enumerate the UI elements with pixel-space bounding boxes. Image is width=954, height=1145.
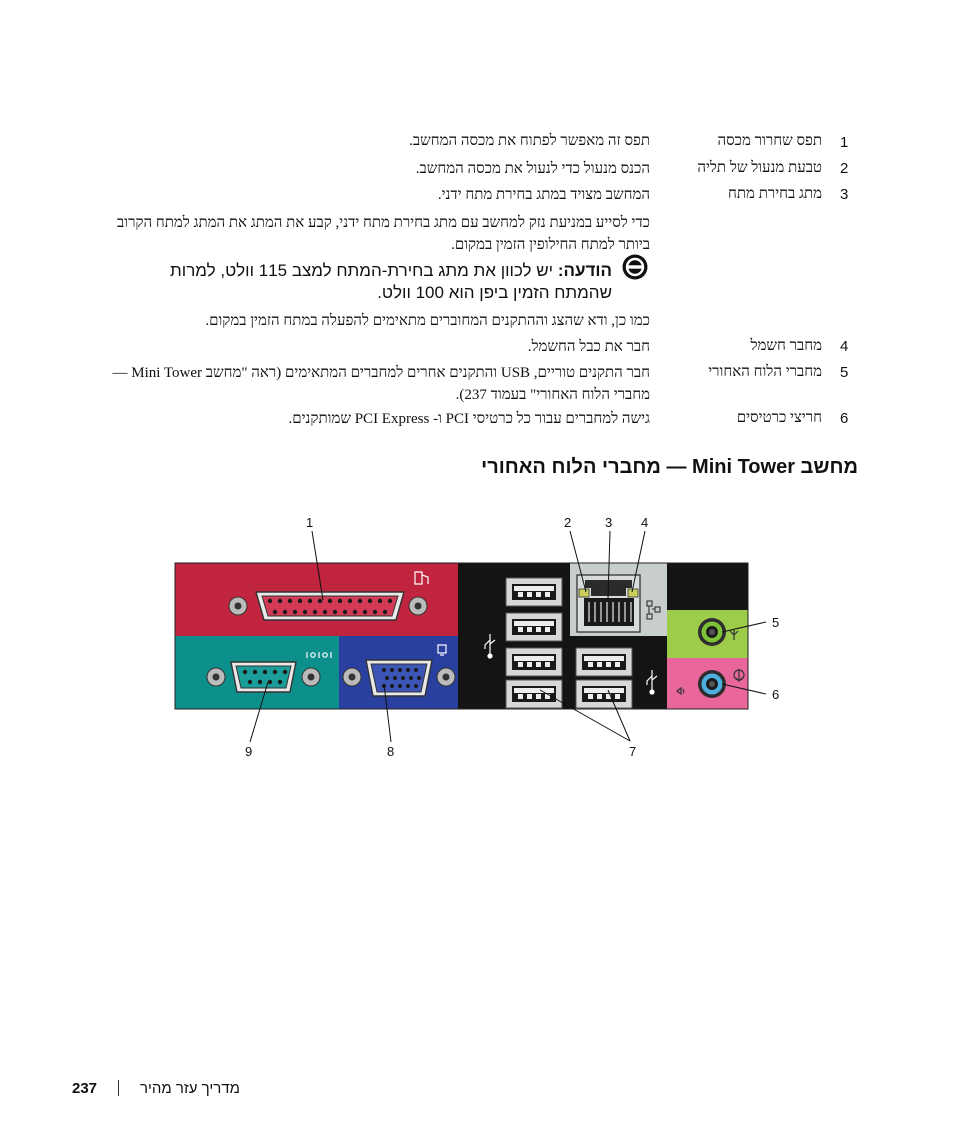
callout-7: 7 [629, 744, 637, 759]
footer-separator [118, 1080, 119, 1096]
row-label: תפס שחרור מכסה [717, 133, 822, 149]
voltage-paragraph-2: כמו כן, ודא שהצג וההתקנים המחוברים מתאימים להפעלה במתח הזמין במקום. [205, 313, 650, 329]
row-label: חריצי כרטיסים [736, 410, 822, 426]
callout-2: 2 [564, 515, 572, 530]
row-label: מחברי הלוח האחורי [708, 364, 822, 380]
notice-block [112, 260, 612, 304]
line-in-jack [698, 670, 726, 698]
voltage-paragraph: כדי לסייע במניעת נזק למחשב עם מתג בחירת מתח ידני, קבע את המתג את המתג למתח הקרוב ביותר למתח החילופין הזמין במקום. [117, 215, 650, 253]
row-description: חבר את כבל החשמל. [527, 339, 650, 355]
back-panel-figure [0, 500, 954, 780]
section-heading: מחשב Mini Tower — מחברי הלוח האחורי [481, 456, 858, 478]
callout-6: 6 [772, 687, 780, 702]
callout-4: 4 [641, 515, 649, 530]
row-number: 5 [840, 364, 849, 381]
row-label: טבעת מנעול של תליה [697, 160, 822, 176]
footer-title: מדריך עזר מהיר [140, 1080, 240, 1097]
notice-icon [622, 254, 648, 280]
row-label: מחבר חשמל [750, 338, 822, 354]
row-description: המחשב מצויד במתג בחירת מתח ידני. [437, 187, 650, 203]
row-description: תפס זה מאפשר לפתוח את מכסה המחשב. [409, 133, 650, 149]
row-number: 6 [840, 410, 849, 427]
row-number: 4 [840, 338, 849, 355]
callout-1: 1 [306, 515, 314, 530]
line-out-jack [698, 618, 726, 646]
row-label: מתג בחירת מתח [728, 186, 822, 202]
row-description: חבר התקנים טוריים, USB והתקנים אחרים למחברים המתאימים (ראה "מחשב Mini Tower — מחברי הלוח האחורי" בעמוד 237). [112, 365, 650, 403]
page-number: 237 [72, 1080, 98, 1097]
callout-9: 9 [245, 744, 253, 759]
row-number: 3 [840, 186, 849, 203]
row-number: 2 [840, 160, 849, 177]
row-description: גישה למחברים עבור כל כרטיסי PCI ו- PCI Express שמותקנים. [288, 411, 650, 427]
callout-5: 5 [772, 615, 780, 630]
row-number: 1 [840, 134, 849, 151]
notice-label: הודעה: [557, 261, 612, 280]
notice-text: יש לכוון את מתג בחירת-המתח למצב 115 וולט, למרות שהמתח הזמין ביפן הוא 100 וולט. [170, 261, 612, 302]
callout-3: 3 [605, 515, 613, 530]
callout-8: 8 [387, 744, 395, 759]
row-description: הכנס מנעול כדי לנעול את מכסה המחשב. [415, 161, 650, 177]
